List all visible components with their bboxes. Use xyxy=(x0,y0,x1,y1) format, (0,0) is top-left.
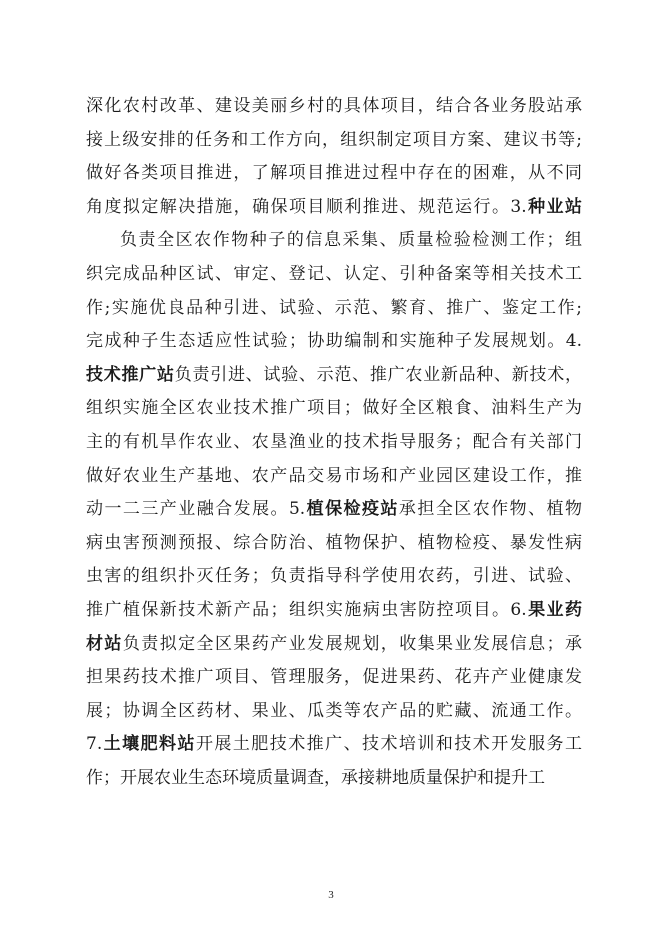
text-line xyxy=(86,560,582,594)
text-segment: 织完成品种区试、审定、登记、认定、引种备案等相关技术工 xyxy=(86,263,582,284)
text-line xyxy=(86,90,582,124)
text-segment: 接上级安排的任务和工作方向，组织制定项目方案、建议书等; xyxy=(86,129,582,150)
text-segment: 角度拟定解决措施，确保项目顺利推进、规范运行。3. xyxy=(86,196,527,217)
text-line xyxy=(86,728,582,762)
station-name-heading: 土壤肥料站 xyxy=(102,734,196,755)
text-segment: 展；协调全区药材、果业、瓜类等农产品的贮藏、流通工作。 xyxy=(86,700,582,721)
text-segment: 主的有机旱作农业、农垦渔业的技术指导服务；配合有关部门 xyxy=(86,431,582,452)
text-segment: 组织实施全区农业技术推广项目；做好全区粮食、油料生产为 xyxy=(86,398,582,419)
text-segment: 承担全区农作物、植物 xyxy=(398,499,582,520)
text-segment: 作;实施优良品种引进、试验、示范、繁育、推广、鉴定工作; xyxy=(86,297,582,318)
text-segment: 推广植保新技术新产品；组织实施病虫害防控项目。6. xyxy=(86,599,527,620)
text-line xyxy=(86,628,582,662)
text-line xyxy=(86,191,582,225)
text-line xyxy=(86,661,582,695)
text-line xyxy=(86,695,582,729)
text-line xyxy=(86,359,582,393)
text-line xyxy=(86,157,582,191)
text-line xyxy=(86,258,582,292)
text-line xyxy=(86,325,582,359)
text-line xyxy=(86,426,582,460)
text-line xyxy=(86,392,582,426)
text-segment: 做好农业生产基地、农产品交易市场和产业园区建设工作，推 xyxy=(86,465,582,486)
station-name-heading: 技术推广站 xyxy=(86,364,175,385)
body-text xyxy=(86,90,582,795)
text-line xyxy=(86,762,582,796)
text-segment: 动一二三产业融合发展。5. xyxy=(86,499,306,520)
station-name-heading: 材站 xyxy=(86,633,123,654)
page-number: 3 xyxy=(328,889,334,901)
station-name-heading: 种业站 xyxy=(526,196,582,217)
text-segment: 完成种子生态适应性试验；协助编制和实施种子发展规划。4. xyxy=(86,331,582,352)
text-segment: 7. xyxy=(86,734,103,755)
text-segment: 开展土肥技术推广、技术培训和技术开发服务工 xyxy=(195,734,582,755)
text-line xyxy=(86,460,582,494)
text-segment: 病虫害预测预报、综合防治、植物保护、植物检疫、暴发性病 xyxy=(86,532,582,553)
text-line xyxy=(86,493,582,527)
text-segment: 负责全区农作物种子的信息采集、质量检验检测工作；组 xyxy=(120,230,582,251)
text-segment: 作；开展农业生态环境质量调查，承接耕地质量保护和提升工 xyxy=(86,767,545,788)
text-line xyxy=(86,292,582,326)
text-segment: 负责拟定全区果药产业发展规划，收集果业发展信息；承 xyxy=(122,633,582,654)
station-name-heading: 植保检疫站 xyxy=(305,499,399,520)
text-line xyxy=(86,594,582,628)
text-segment: 虫害的组织扑灭任务；负责指导科学使用农药，引进、试验、 xyxy=(86,566,582,587)
text-segment: 做好各类项目推进，了解项目推进过程中存在的困难，从不同 xyxy=(86,163,582,184)
text-line xyxy=(86,224,582,258)
text-line xyxy=(86,527,582,561)
text-segment: 深化农村改革、建设美丽乡村的具体项目，结合各业务股站承 xyxy=(86,96,582,116)
text-line xyxy=(86,124,582,158)
text-segment: 担果药技术推广项目、管理服务，促进果药、花卉产业健康发 xyxy=(86,667,582,688)
text-segment: 负责引进、试验、示范、推广农业新品种、新技术， xyxy=(174,364,582,385)
station-name-heading: 果业药 xyxy=(526,599,582,620)
